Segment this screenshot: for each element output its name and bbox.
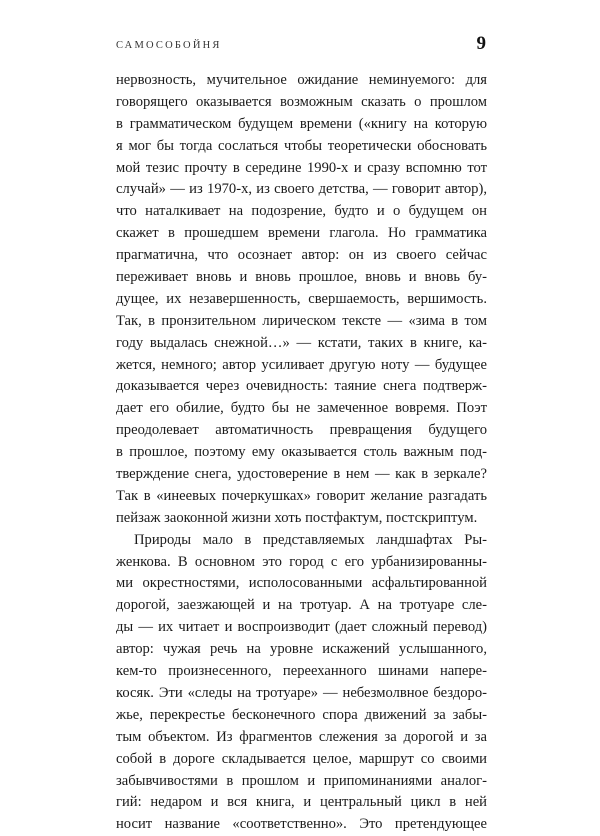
text-line: в прошлое, поэтому ему оказывается столь важным под-: [116, 444, 487, 461]
text-line: жется, немного; автор усиливает другую ноту — будущее: [116, 356, 487, 373]
text-line: забывчивостями в прошлом и припоминаниями аналог-: [116, 772, 487, 789]
text-line: ми окрестностями, исполосованными асфальтированной: [116, 575, 487, 592]
text-line: дает его обилие, будто бы не замеченное вовремя. Поэт: [116, 400, 487, 417]
text-line: году выдалась снежной…» — кстати, таких в книге, ка-: [116, 334, 487, 351]
text-line: тверждение снега, удостоверение в нем — как в зеркале?: [116, 466, 487, 483]
text-line: случай» — из 1970-х, из своего детства, — говорит автор),: [116, 181, 487, 198]
text-line: Природы мало в представляемых ландшафтах Ры-: [134, 531, 487, 548]
text-line: автор: чужая речь на уровне искажений услышанного,: [116, 641, 487, 658]
text-line: что наталкивает на подозрение, будто и о будущем он: [116, 203, 487, 220]
text-line: пейзаж заоконной жизни хоть постфактум, постскриптум.: [116, 509, 478, 526]
body-text: [116, 70, 487, 836]
text-line: жье, перекрестье бесконечного спора движений за забы-: [116, 706, 487, 723]
text-line: Так в «инеевых почеркушках» говорит желание разгадать: [116, 487, 487, 504]
text-line: ды — их читает и воспроизводит (дает сложный перевод): [116, 619, 487, 636]
text-line: собой в дороге складывается целое, маршрут со своими: [116, 750, 487, 767]
text-line: кем-то произнесенного, перееханного шинами напере-: [116, 663, 487, 680]
text-line: дорогой, заезжающей и на тротуар. А на тротуаре сле-: [116, 597, 487, 614]
text-line: нервозность, мучительное ожидание неминуемого: для: [116, 72, 487, 88]
page-number: 9: [476, 33, 486, 54]
text-line: косяк. Эти «следы на тротуаре» — небезмолвное бездоро-: [116, 684, 487, 701]
text-line: носит название «соответственно». Это претендующее: [116, 816, 487, 833]
running-title: САМОСОБОЙНЯ: [116, 40, 222, 51]
text-line: преодолевает автоматичность превращения будущего: [116, 422, 487, 439]
text-line: тым объектом. Из фрагментов слежения за дорогой и за: [116, 728, 487, 745]
text-line: женкова. В основном это город с его урбанизированны-: [116, 553, 487, 570]
text-line: скажет в прошедшем времени глагола. Но грамматика: [116, 225, 487, 242]
text-line: говорящего оказывается возможным сказать о прошлом: [116, 93, 487, 110]
text-line: я мог бы тогда сослаться чтобы теоретически обосновать: [116, 137, 487, 154]
text-line: прагматична, что осознает автор: он из своего сейчас: [116, 247, 487, 264]
text-line: в грамматическом будущем времени («книгу на которую: [116, 115, 487, 132]
text-line: дущее, их незавершенность, свершаемость, вершимость.: [116, 290, 487, 307]
text-line: Так, в пронзительном лирическом тексте — «зима в том: [116, 312, 487, 329]
text-line: мой тезис прочту в середине 1990-х и сразу вспомню тот: [116, 159, 487, 176]
text-line: переживает вновь и вновь прошлое, вновь и вновь бу-: [116, 269, 487, 286]
text-line: гий: недаром и вся книга, и центральный цикл в ней: [116, 794, 487, 811]
text-line: доказывается через очевидность: таяние снега подтверж-: [116, 378, 487, 395]
